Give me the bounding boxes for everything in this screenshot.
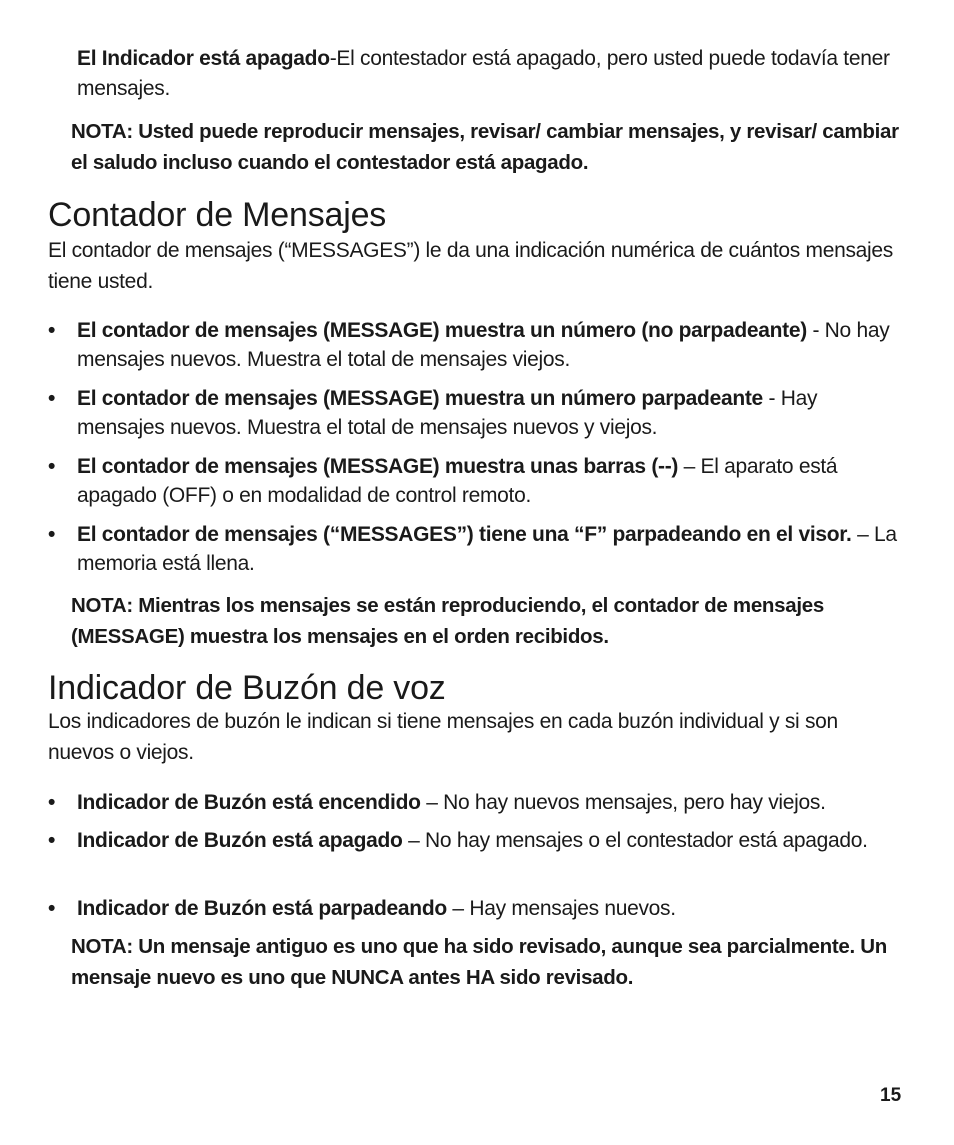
indicator-off-text: -El contestador está apagado, pero usted puede todavía tener mensajes. (77, 47, 890, 100)
list-item (48, 316, 908, 374)
list-item-term: El contador de mensajes (MESSAGE) muestra un número (no parpadeante) (77, 319, 807, 342)
list-item-term: El contador de mensajes (MESSAGE) muestra un número parpadeante (77, 387, 763, 410)
list-item (48, 894, 908, 923)
bullet-marker: • (48, 319, 56, 342)
page-number: 15 (880, 1085, 902, 1106)
list-item (48, 788, 908, 817)
bullet-marker: • (48, 829, 56, 852)
list-item (48, 826, 908, 855)
list-item-text: - Hay mensajes nuevos. Muestra el total de mensajes nuevos y viejos. (77, 387, 818, 439)
list-item-term: El contador de mensajes (“MESSAGES”) tiene una “F” parpadeando en el visor. (77, 523, 852, 546)
list-item-text: – El aparato está apagado (OFF) o en modalidad de control remoto. (77, 455, 838, 507)
bullet-marker: • (48, 387, 56, 410)
bullet-marker: • (48, 791, 56, 814)
section-title-message-counter: Contador de Mensajes (48, 196, 387, 234)
note-playback-when-off: NOTA: Usted puede reproducir mensajes, revisar/ cambiar mensajes, y revisar/ cambiar el saludo incluso cuando el contestador está apagado. (71, 120, 899, 174)
list-item (48, 384, 908, 442)
list-item-term: Indicador de Buzón está apagado (77, 829, 403, 852)
list-item-term: El contador de mensajes (MESSAGE) muestra unas barras (--) (77, 455, 679, 478)
section-title-mailbox-indicator: Indicador de Buzón de voz (48, 669, 446, 707)
note-playback-order: NOTA: Mientras los mensajes se están reproduciendo, el contador de mensajes (MESSAGE) muestra los mensajes en el orden recibidos. (71, 594, 824, 648)
bullet-marker: • (48, 523, 56, 546)
section-description-mailbox-indicator: Los indicadores de buzón le indican si tiene mensajes en cada buzón individual y si son nuevos o viejos. (48, 710, 838, 764)
list-item-text: - No hay mensajes nuevos. Muestra el total de mensajes viejos. (77, 319, 890, 371)
bullet-marker: • (48, 455, 56, 478)
list-item-term: Indicador de Buzón está parpadeando (77, 897, 447, 920)
list-item-term: Indicador de Buzón está encendido (77, 791, 421, 814)
list-item-text: – Hay mensajes nuevos. (446, 897, 676, 920)
list-item (48, 520, 908, 578)
list-item-text: – No hay mensajes o el contestador está apagado. (402, 829, 868, 852)
bullet-marker: • (48, 897, 56, 920)
note-old-vs-new-message: NOTA: Un mensaje antiguo es uno que ha sido revisado, aunque sea parcialmente. Un mensaje nuevo es uno que NUNCA antes HA sido revisado. (71, 935, 888, 989)
list-item (48, 452, 908, 510)
list-item-text: – La memoria está llena. (77, 523, 897, 575)
indicator-off-paragraph (77, 44, 897, 104)
indicator-off-term: El Indicador está apagado (77, 47, 330, 70)
section-description-message-counter: El contador de mensajes (“MESSAGES”) le da una indicación numérica de cuántos mensajes tiene usted. (48, 239, 893, 293)
list-item-text: – No hay nuevos mensajes, pero hay viejos. (420, 791, 826, 814)
